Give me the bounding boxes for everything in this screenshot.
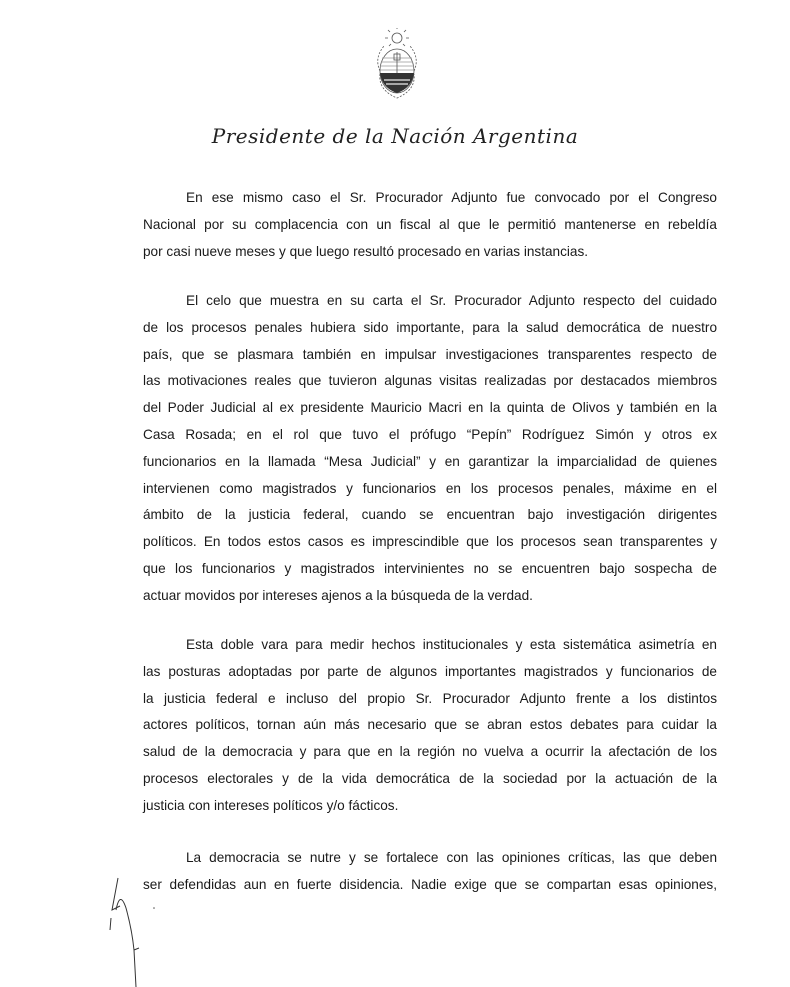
text-line: procesos electorales y de la vida democrática de la sociedad por la actuación de la — [143, 770, 717, 786]
text-line: del Poder Judicial al ex presidente Mauricio Macri en la quinta de Olivos y también en la — [143, 400, 717, 416]
text-line: En ese mismo caso el Sr. Procurador Adjunto fue convocado por el Congreso — [186, 190, 717, 205]
text-line: Casa Rosada; en el rol que tuvo el prófugo “Pepín” Rodríguez Simón y otros ex — [143, 426, 717, 442]
text-line: La democracia se nutre y se fortalece con las opiniones críticas, las que deben — [186, 850, 717, 865]
text-line: salud de la democracia y para que en la región no vuelva a ocurrir la afectación de los — [143, 744, 717, 760]
text-line: justicia con intereses políticos y/o fácticos. — [143, 797, 399, 813]
text-line: El celo que muestra en su carta el Sr. Procurador Adjunto respecto del cuidado — [186, 293, 717, 308]
text-line: actuar movidos por intereses ajenos a la búsqueda de la verdad. — [143, 587, 533, 603]
text-line: políticos. En todos estos casos es imprescindible que los procesos sean transparentes y — [143, 534, 717, 550]
text-line: la justicia federal e incluso del propio Sr. Procurador Adjunto frente a los distintos — [143, 690, 717, 706]
text-line: Esta doble vara para medir hechos institucionales y esta sistemática asimetría en — [186, 637, 717, 652]
text-line: por casi nueve meses y que luego resultó procesado en varias instancias. — [143, 243, 589, 259]
paragraph-1 — [143, 185, 717, 265]
document-letterhead-title: Presidente de la Nación Argentina — [211, 124, 579, 148]
text-line: funcionarios en la llamada “Mesa Judicial” y en garantizar la imparcialidad de quienes — [143, 453, 717, 469]
paragraph-2 — [143, 288, 717, 610]
handwritten-initials-signature — [108, 870, 158, 987]
text-line: intervienen como magistrados y funcionarios en los procesos penales, máxime en el — [143, 480, 717, 496]
text-line: país, que se plasmara también en impulsar investigaciones transparentes respecto de — [143, 346, 717, 362]
text-line: que los funcionarios y magistrados intervinientes no se encuentren bajo sospecha de — [143, 560, 717, 576]
text-line: las posturas adoptadas por parte de algunos importantes magistrados y funcionarios de — [143, 663, 717, 679]
text-line: ámbito de la justicia federal, cuando se encuentran bajo investigación dirigentes — [143, 507, 717, 523]
paragraph-3 — [143, 632, 717, 820]
text-line: de los procesos penales hubiera sido importante, para la salud democrática de nuestro — [143, 319, 717, 335]
national-seal-icon — [368, 28, 426, 102]
text-line: Nacional por su complacencia con un fiscal al que le permitió mantenerse en rebeldía — [143, 216, 717, 232]
text-line: actores políticos, tornan aún más necesario que se abran estos debates para cuidar la — [143, 717, 717, 733]
paragraph-4 — [143, 845, 717, 899]
text-line: las motivaciones reales que tuvieron algunas visitas realizadas por destacados miembros — [143, 373, 717, 389]
text-line: ser defendidas aun en fuerte disidencia. Nadie exige que se compartan esas opiniones, — [143, 876, 717, 892]
